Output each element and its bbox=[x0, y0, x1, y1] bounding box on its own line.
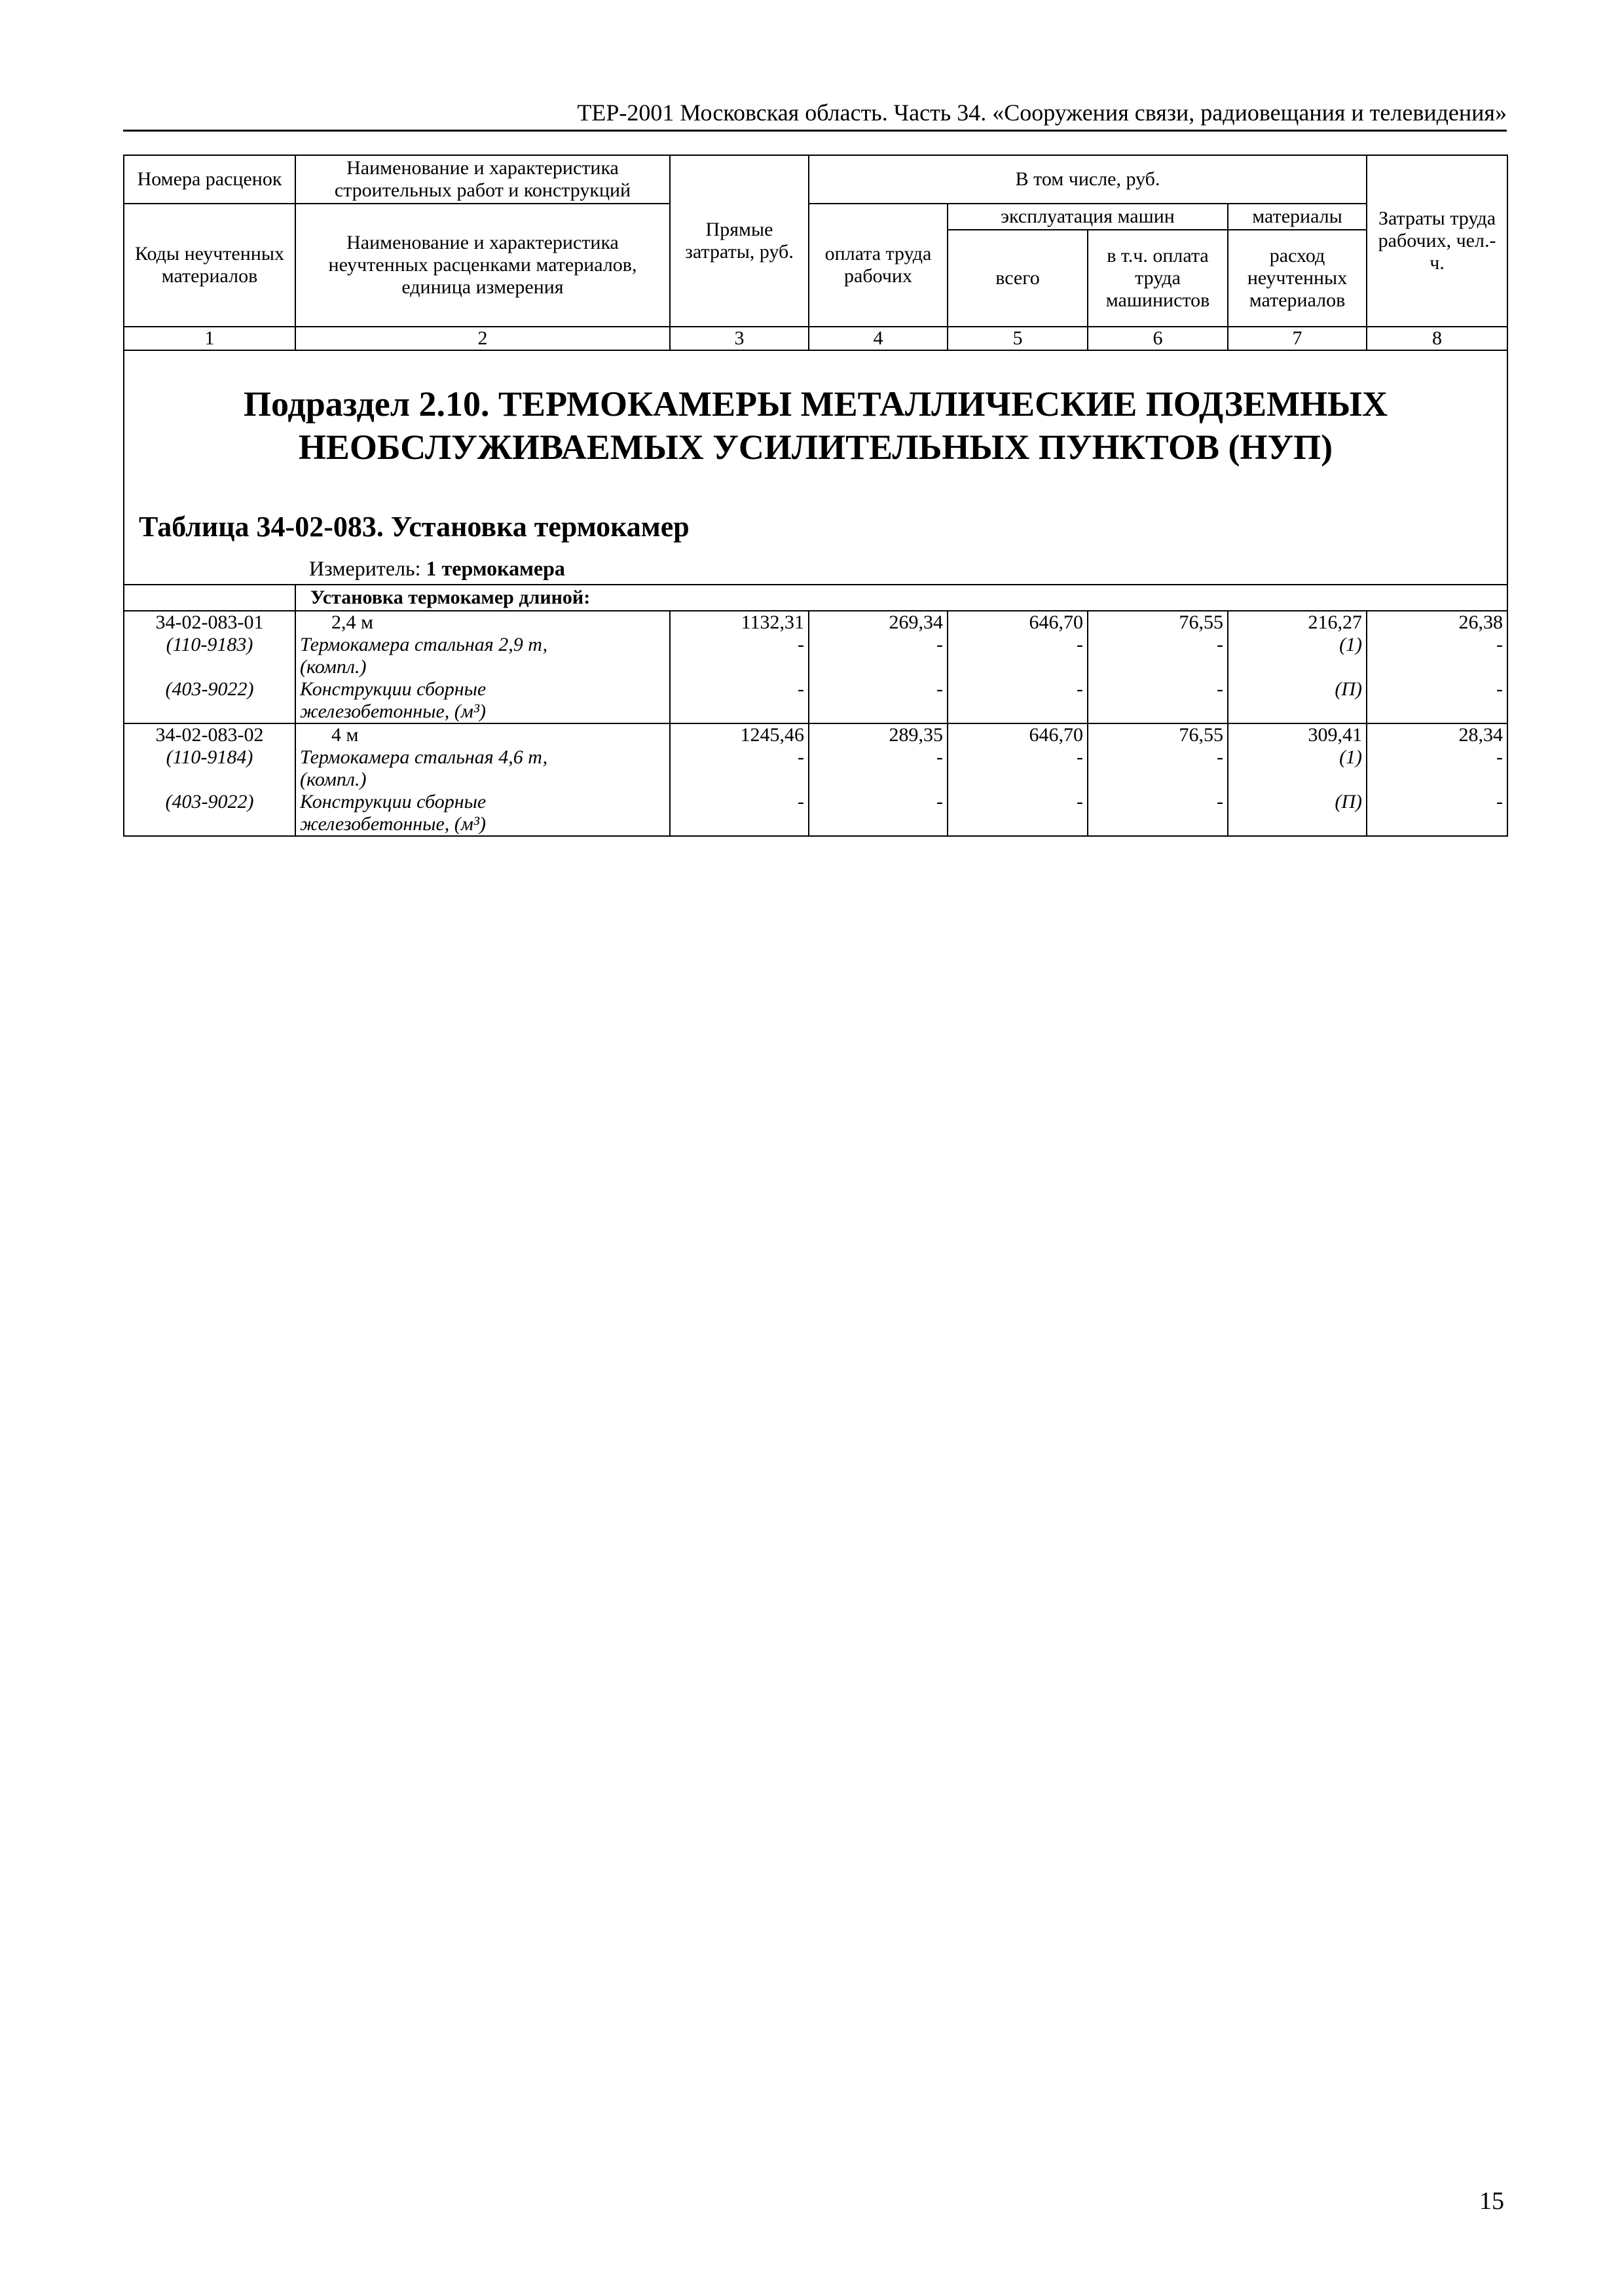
material-value: - bbox=[798, 746, 804, 768]
rate-cell-machinists bbox=[1088, 723, 1228, 836]
spacer bbox=[128, 813, 291, 835]
measure-line bbox=[309, 555, 1507, 581]
column-number: 2 bbox=[295, 327, 670, 350]
header-col2-bottom: Наименование и характеристика неучтенных расценками материалов, единица измерения bbox=[295, 204, 670, 327]
direct-cost: 1245,46 bbox=[740, 724, 804, 746]
spacer bbox=[128, 769, 291, 791]
material-name-line: железобетонные, (м³) bbox=[300, 813, 486, 835]
material-value: - bbox=[936, 634, 943, 655]
rate-cell-materials bbox=[1228, 611, 1367, 723]
header-row-1 bbox=[124, 155, 1507, 204]
material-code: (403-9022) bbox=[165, 678, 254, 700]
rate-name: 2,4 м bbox=[331, 611, 373, 633]
rate-cell-machines bbox=[948, 723, 1088, 836]
caption-row bbox=[124, 350, 1507, 585]
group-label: Установка термокамер длиной: bbox=[295, 585, 1507, 611]
material-value: - bbox=[798, 678, 804, 700]
material-code: (110-9183) bbox=[166, 634, 253, 655]
column-number: 6 bbox=[1088, 327, 1228, 350]
direct-cost: 1132,31 bbox=[741, 611, 804, 633]
material-name-line: Термокамера стальная 4,6 т, bbox=[300, 746, 548, 768]
labor-cost: 289,35 bbox=[889, 724, 943, 746]
measure-label: Измеритель: bbox=[309, 556, 421, 580]
labor-hours: 28,34 bbox=[1458, 724, 1504, 746]
material-qty: (П) bbox=[1335, 678, 1363, 700]
header-group-machines: эксплуатация машин bbox=[948, 204, 1228, 230]
column-numbers-row bbox=[124, 327, 1507, 350]
subsection-title: Подраздел 2.10. ТЕРМОКАМЕРЫ МЕТАЛЛИЧЕСКИЕ ПОДЗЕМНЫХ НЕОБСЛУЖИВАЕМЫХ УСИЛИТЕЛЬНЫХ ПУНКТОВ (НУП) bbox=[243, 384, 1388, 467]
rate-cell-labor bbox=[809, 611, 948, 723]
rate-name: 4 м bbox=[331, 724, 359, 746]
rate-code: 34-02-083-01 bbox=[155, 611, 264, 633]
header-group-materials: материалы bbox=[1228, 204, 1367, 230]
materials-cost: 216,27 bbox=[1308, 611, 1363, 633]
column-number: 5 bbox=[948, 327, 1088, 350]
material-value: - bbox=[1217, 746, 1223, 768]
rate-cell-name bbox=[295, 723, 670, 836]
rate-cell-machinists bbox=[1088, 611, 1228, 723]
materials-cost: 309,41 bbox=[1308, 724, 1363, 746]
labor-hours: 26,38 bbox=[1458, 611, 1504, 633]
header-col3: Прямые затраты, руб. bbox=[670, 155, 809, 327]
column-number: 1 bbox=[124, 327, 295, 350]
material-value: - bbox=[1217, 634, 1223, 655]
material-name-line: (компл.) bbox=[300, 769, 367, 790]
machinists-labor: 76,55 bbox=[1179, 724, 1223, 746]
rate-cell-hours bbox=[1367, 723, 1507, 836]
header-col1-bottom: Коды неучтенных материалов bbox=[124, 204, 295, 327]
rates-table bbox=[123, 155, 1508, 837]
column-number: 4 bbox=[809, 327, 948, 350]
header-col4: оплата труда рабочих bbox=[809, 204, 948, 327]
rate-cell-labor bbox=[809, 723, 948, 836]
labor-cost: 269,34 bbox=[889, 611, 943, 633]
page-number: 15 bbox=[1479, 2187, 1504, 2215]
rate-cell-code bbox=[124, 723, 295, 836]
column-number: 3 bbox=[670, 327, 809, 350]
material-value: - bbox=[1496, 678, 1504, 700]
material-value: - bbox=[1496, 634, 1504, 655]
measure-value: 1 термокамера bbox=[426, 556, 565, 580]
material-qty: (П) bbox=[1335, 791, 1363, 812]
header-col2-top: Наименование и характеристика строительных работ и конструкций bbox=[295, 155, 670, 204]
rate-row bbox=[124, 723, 1507, 836]
rate-code: 34-02-083-02 bbox=[155, 724, 264, 746]
header-col7: расход неучтенных материалов bbox=[1228, 230, 1367, 327]
material-name-line: Конструкции сборные bbox=[300, 791, 487, 812]
material-value: - bbox=[1496, 791, 1504, 812]
material-value: - bbox=[1077, 678, 1083, 700]
header-row-2 bbox=[124, 204, 1507, 230]
material-value: - bbox=[798, 634, 804, 655]
material-value: - bbox=[798, 791, 804, 812]
header-col6: в т.ч. оплата труда машинистов bbox=[1088, 230, 1228, 327]
column-number: 7 bbox=[1228, 327, 1367, 350]
material-value: - bbox=[936, 791, 943, 812]
material-value: - bbox=[936, 678, 943, 700]
material-value: - bbox=[936, 746, 943, 768]
group-empty-cell bbox=[124, 585, 295, 611]
header-col1-top: Номера расценок bbox=[124, 155, 295, 204]
material-name-line: Конструкции сборные bbox=[300, 678, 487, 700]
material-name-line: (компл.) bbox=[300, 656, 367, 678]
rate-cell-code bbox=[124, 611, 295, 723]
spacer bbox=[128, 701, 291, 723]
rate-cell-materials bbox=[1228, 723, 1367, 836]
material-qty: (1) bbox=[1339, 634, 1363, 655]
machines-total: 646,70 bbox=[1029, 724, 1083, 746]
rate-cell-direct bbox=[670, 611, 809, 723]
material-code: (403-9022) bbox=[165, 791, 254, 812]
material-value: - bbox=[1077, 746, 1083, 768]
group-row bbox=[124, 585, 1507, 611]
rate-cell-hours bbox=[1367, 611, 1507, 723]
material-value: - bbox=[1077, 791, 1083, 812]
material-value: - bbox=[1217, 678, 1223, 700]
header-group-incl: В том числе, руб. bbox=[809, 155, 1367, 204]
header-col8: Затраты труда рабочих, чел.-ч. bbox=[1367, 155, 1507, 327]
spacer bbox=[128, 656, 291, 678]
material-qty: (1) bbox=[1339, 746, 1363, 768]
material-name-line: железобетонные, (м³) bbox=[300, 701, 486, 722]
machinists-labor: 76,55 bbox=[1179, 611, 1223, 633]
column-number: 8 bbox=[1367, 327, 1507, 350]
rate-cell-direct bbox=[670, 723, 809, 836]
material-value: - bbox=[1217, 791, 1223, 812]
table-title: Таблица 34-02-083. Установка термокамер bbox=[139, 511, 690, 543]
caption-cell bbox=[124, 350, 1507, 585]
rate-row bbox=[124, 611, 1507, 723]
machines-total: 646,70 bbox=[1029, 611, 1083, 633]
header-col5: всего bbox=[948, 230, 1088, 327]
material-value: - bbox=[1496, 746, 1504, 768]
material-name-line: Термокамера стальная 2,9 т, bbox=[300, 634, 548, 655]
running-header: ТЕР-2001 Московская область. Часть 34. «Сооружения связи, радиовещания и телевидения» bbox=[123, 98, 1507, 132]
material-code: (110-9184) bbox=[166, 746, 253, 768]
rate-cell-machines bbox=[948, 611, 1088, 723]
material-value: - bbox=[1077, 634, 1083, 655]
rate-cell-name bbox=[295, 611, 670, 723]
